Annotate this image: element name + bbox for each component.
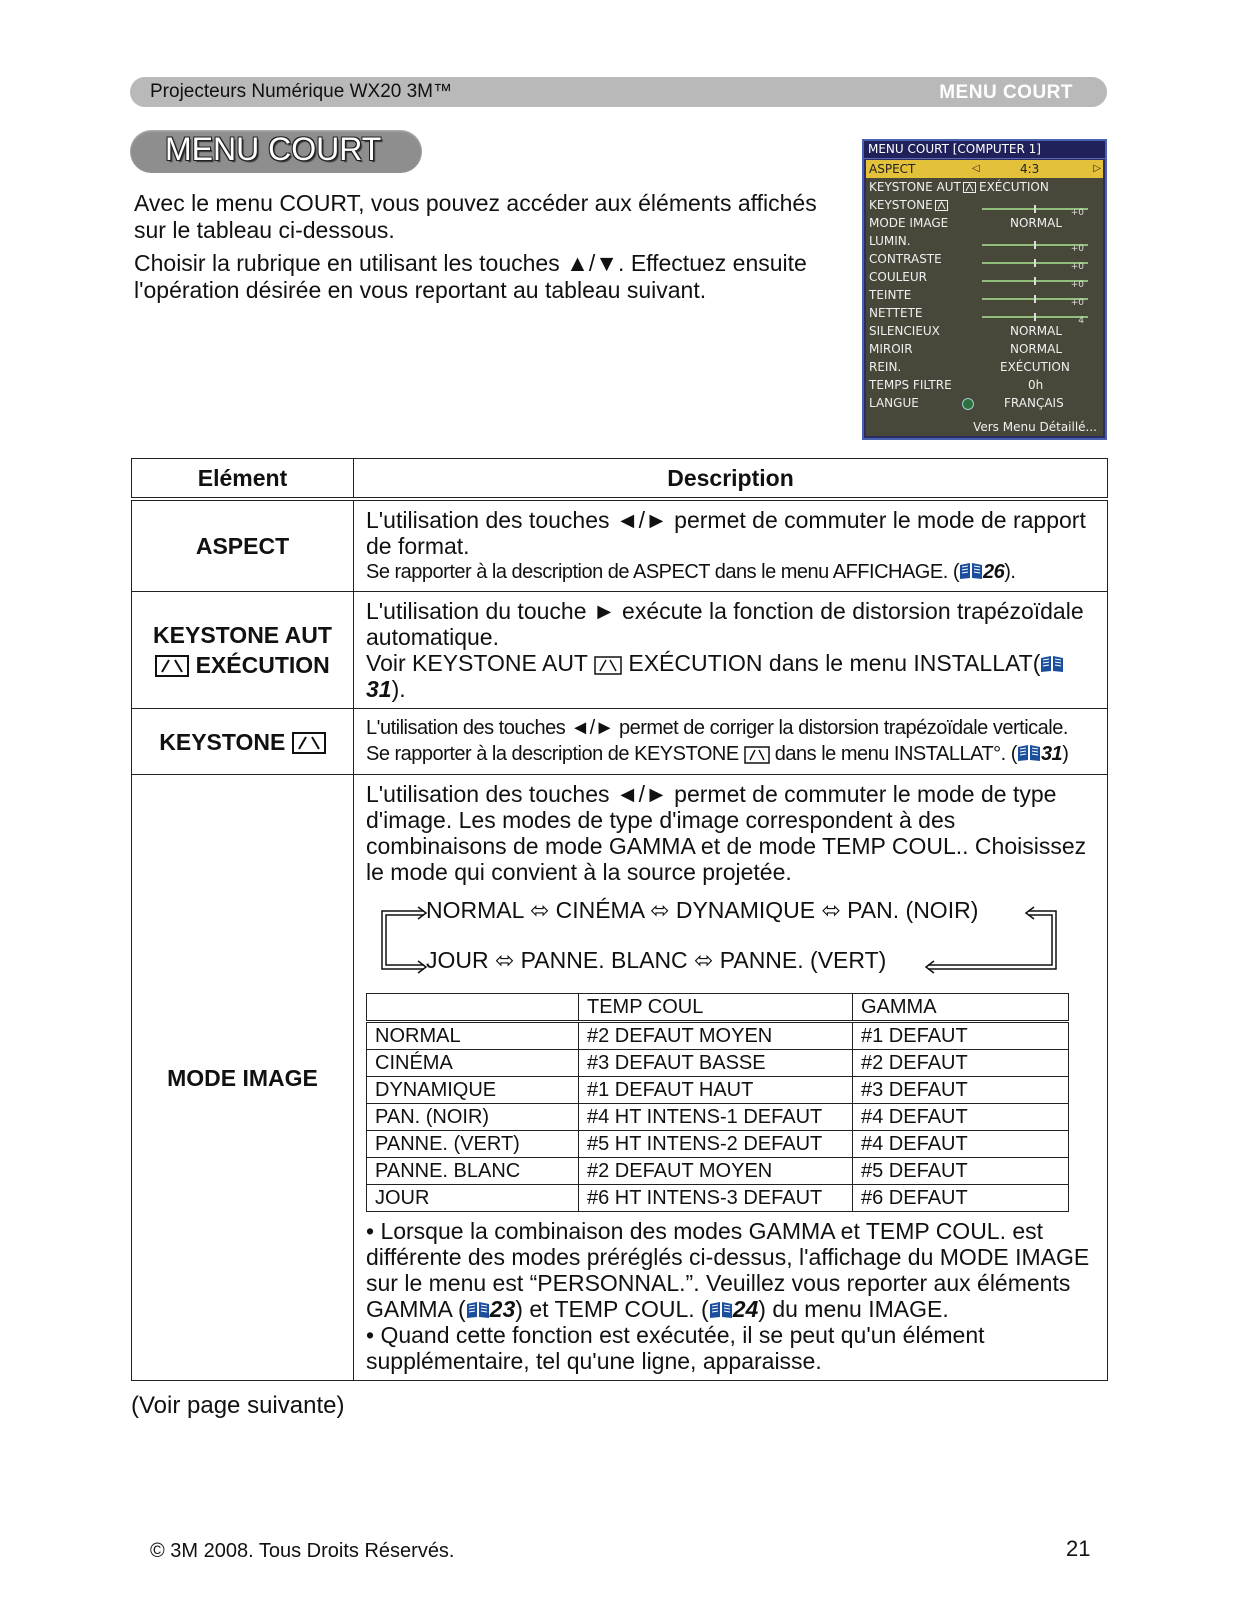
table-header-row [132, 459, 1108, 500]
osd-label: KEYSTONE [869, 198, 933, 212]
osd-value: EXÉCUTION [979, 180, 1049, 194]
note-text: ) et TEMP COUL. ( [515, 1296, 709, 1322]
page-title-pill [130, 130, 422, 173]
element-keystone [132, 709, 354, 775]
inner-cell: DYNAMIQUE [367, 1077, 579, 1104]
osd-value: +0 [1070, 262, 1084, 272]
keystone-text: L'utilisation des touches ◄/► permet de corriger la distorsion trapézoïdale verticale. [366, 717, 1068, 739]
osd-value: NORMAL [1010, 342, 1063, 356]
reference-close: ). [1004, 561, 1016, 583]
osd-slider [982, 280, 1088, 290]
continued-label: (Voir page suivante) [131, 1392, 345, 1419]
osd-slider [982, 262, 1088, 272]
element-keystone-aut-line1: KEYSTONE AUT [153, 622, 332, 648]
osd-value: +0 [1070, 298, 1084, 308]
book-icon [1017, 744, 1041, 762]
keystone-icon [594, 656, 622, 675]
page-header [130, 77, 1107, 107]
inner-header-cell: TEMP COUL [579, 994, 853, 1022]
osd-row-mode-image [866, 214, 1103, 232]
osd-row-aspect [866, 160, 1103, 178]
osd-value: FRANÇAIS [1004, 396, 1064, 410]
keystone-aut-text: L'utilisation du touche ► exécute la fonction de distorsion trapézoïdale automatique. [366, 598, 1084, 650]
osd-value: 4 [1078, 316, 1084, 326]
mode-image-table [366, 993, 1069, 1212]
inner-table-row [367, 1185, 1069, 1212]
osd-row-keystone-aut [866, 178, 1103, 196]
page-reference: 26 [982, 561, 1005, 583]
inner-cell: #2 DEFAUT MOYEN [579, 1022, 853, 1050]
element-aspect: ASPECT [132, 499, 354, 592]
menu-court-table [131, 458, 1108, 1381]
header-section: MENU COURT [939, 82, 1073, 103]
intro-paragraph-1: Avec le menu COURT, vous pouvez accéder aux éléments affichés sur le tableau ci-dessous. [134, 190, 817, 243]
inner-cell: NORMAL [367, 1022, 579, 1050]
element-keystone-aut [132, 592, 354, 709]
table-row-mode-image [132, 775, 1108, 1381]
inner-header-row [367, 994, 1069, 1022]
osd-body [866, 160, 1103, 436]
table-row-keystone [132, 709, 1108, 775]
osd-label: CONTRASTE [869, 252, 942, 266]
osd-row-teinte [866, 286, 1103, 308]
osd-label: SILENCIEUX [869, 324, 940, 338]
osd-value: +0 [1070, 280, 1084, 290]
keystone-label: KEYSTONE [159, 728, 286, 755]
keystone-icon [155, 655, 189, 677]
description-aspect [354, 499, 1108, 592]
osd-title: MENU COURT [COMPUTER 1] [864, 141, 1105, 159]
page-reference: 24 [732, 1296, 759, 1322]
copyright: © 3M 2008. Tous Droits Réservés. [150, 1540, 455, 1562]
inner-cell: #3 DEFAUT [853, 1077, 1069, 1104]
inner-table-row [367, 1022, 1069, 1050]
column-header-description: Description [354, 459, 1108, 500]
note-text: • Lorsque la combinaison des modes GAMMA et TEMP COUL. est différente des modes préréglés ci-dessus, l'affichage du MODE IMAGE sur le menu est “PERSONNAL.”. Veuillez vous reporter aux éléments GAMMA ( [366, 1218, 1090, 1322]
element-mode-image: MODE IMAGE [132, 775, 354, 1381]
osd-value: 0h [1028, 378, 1044, 392]
page-reference: 31 [1040, 743, 1063, 765]
inner-cell: #4 DEFAUT [853, 1104, 1069, 1131]
book-icon [709, 1301, 733, 1319]
inner-cell: #6 DEFAUT [853, 1185, 1069, 1212]
keystone-aut-reference [366, 650, 1097, 702]
page-number: 21 [1066, 1536, 1091, 1561]
keystone-reference [366, 741, 1097, 767]
note-text: ) du menu IMAGE. [758, 1296, 949, 1322]
page-title: MENU COURT [165, 131, 382, 167]
intro-paragraph-2: Choisir la rubrique en utilisant les touches ▲/▼. Effectuez ensuite l'opération désirée en vous reportant au tableau suivant. [134, 250, 807, 303]
inner-cell: #1 DEFAUT [853, 1022, 1069, 1050]
book-icon [959, 562, 983, 580]
keystone-icon [744, 746, 770, 764]
book-icon [466, 1301, 490, 1319]
osd-label: ASPECT [869, 162, 916, 176]
osd-row-temps-filtre [866, 376, 1103, 394]
inner-table-row [367, 1131, 1069, 1158]
cycle-line-2: JOUR ⬄ PANNE. BLANC ⬄ PANNE. (VERT) [426, 947, 887, 973]
osd-label: MIROIR [869, 342, 913, 356]
osd-row-couleur [866, 268, 1103, 290]
description-mode-image [354, 775, 1108, 1381]
keystone-icon [935, 200, 948, 211]
osd-left-arrow-icon: ◁ [972, 163, 980, 174]
inner-table-row [367, 1050, 1069, 1077]
inner-cell: #6 HT INTENS-3 DEFAUT [579, 1185, 853, 1212]
mode-image-note-2: • Quand cette fonction est exécutée, il se peut qu'un élément supplémentaire, tel qu'une ligne, apparaisse. [366, 1322, 985, 1374]
reference-text: Voir KEYSTONE AUT [366, 650, 588, 676]
inner-cell: CINÉMA [367, 1050, 579, 1077]
inner-header-cell: GAMMA [853, 994, 1069, 1022]
mode-image-text: L'utilisation des touches ◄/► permet de commuter le mode de type d'image. Les modes de type d'image correspondent à des combinaisons de mode GAMMA et de mode TEMP COUL.. Choisissez le mode qui convient à la source projetée. [366, 781, 1087, 885]
reference-text: Se rapporter à la description de ASPECT dans le menu AFFICHAGE. ( [366, 561, 959, 583]
inner-cell: PANNE. (VERT) [367, 1131, 579, 1158]
reference-text: EXÉCUTION dans le menu INSTALLAT( [628, 650, 1041, 676]
inner-cell: #5 HT INTENS-2 DEFAUT [579, 1131, 853, 1158]
inner-cell: #4 DEFAUT [853, 1131, 1069, 1158]
inner-cell: PAN. (NOIR) [367, 1104, 579, 1131]
osd-footer: Vers Menu Détaillé... [973, 420, 1097, 434]
aspect-reference [366, 559, 1097, 585]
osd-label: KEYSTONE AUT [869, 180, 961, 194]
inner-cell: PANNE. BLANC [367, 1158, 579, 1185]
osd-label: LANGUE [869, 396, 919, 410]
osd-value: EXÉCUTION [1000, 360, 1070, 374]
osd-row-contraste [866, 250, 1103, 272]
description-keystone-aut [354, 592, 1108, 709]
page-reference: 23 [489, 1296, 516, 1322]
inner-cell: #2 DEFAUT [853, 1050, 1069, 1077]
book-icon [1040, 655, 1064, 673]
description-keystone [354, 709, 1108, 775]
inner-cell: #4 HT INTENS-1 DEFAUT [579, 1104, 853, 1131]
osd-value: NORMAL [1010, 216, 1063, 230]
osd-menu-screenshot [862, 139, 1107, 440]
osd-slider [982, 244, 1088, 254]
keystone-icon [963, 182, 976, 193]
osd-slider [982, 316, 1088, 326]
osd-value: +0 [1070, 244, 1084, 254]
reference-close: ) [1062, 743, 1069, 765]
globe-icon [962, 398, 974, 410]
inner-cell: JOUR [367, 1185, 579, 1212]
osd-value: NORMAL [1010, 324, 1063, 338]
inner-cell: #1 DEFAUT HAUT [579, 1077, 853, 1104]
reference-text: dans le menu INSTALLAT°. ( [774, 743, 1017, 765]
inner-header-cell [367, 994, 579, 1022]
reference-close: ). [391, 676, 406, 702]
osd-row-nettete [866, 304, 1103, 326]
osd-row-langue [866, 394, 1103, 412]
header-product: Projecteurs Numérique WX20 3M™ [150, 81, 452, 102]
inner-cell: #2 DEFAUT MOYEN [579, 1158, 853, 1185]
osd-label: COULEUR [869, 270, 927, 284]
osd-row-miroir [866, 340, 1103, 358]
osd-row-rein [866, 358, 1103, 376]
inner-cell: #5 DEFAUT [853, 1158, 1069, 1185]
inner-table-row [367, 1077, 1069, 1104]
aspect-text: L'utilisation des touches ◄/► permet de commuter le mode de rapport de format. [366, 507, 1086, 559]
osd-label: REIN. [869, 360, 902, 374]
mode-cycle-diagram [366, 889, 1097, 989]
osd-label: TEINTE [869, 288, 912, 302]
inner-table-row [367, 1104, 1069, 1131]
table-row-keystone-aut [132, 592, 1108, 709]
osd-row-keystone [866, 196, 1103, 218]
mode-image-note-1 [366, 1218, 1097, 1322]
cycle-line-1: NORMAL ⬄ CINÉMA ⬄ DYNAMIQUE ⬄ PAN. (NOIR) [426, 897, 979, 923]
inner-table-row [367, 1158, 1069, 1185]
osd-label: MODE IMAGE [869, 216, 949, 230]
osd-label: TEMPS FILTRE [869, 378, 952, 392]
reference-text: Se rapporter à la description de KEYSTONE [366, 743, 739, 765]
page-reference: 31 [366, 676, 392, 702]
osd-slider [982, 298, 1088, 308]
osd-label: LUMIN. [869, 234, 911, 248]
table-row-aspect [132, 499, 1108, 592]
osd-row-lumin [866, 232, 1103, 254]
osd-label: NETTETE [869, 306, 923, 320]
osd-row-silencieux [866, 322, 1103, 340]
column-header-element: Elément [132, 459, 354, 500]
osd-slider [982, 208, 1088, 218]
keystone-icon [292, 732, 326, 754]
osd-value: +0 [1070, 208, 1084, 218]
inner-cell: #3 DEFAUT BASSE [579, 1050, 853, 1077]
element-keystone-aut-line2 [132, 650, 353, 680]
osd-value: 4:3 [1020, 162, 1040, 176]
execution-label: EXÉCUTION [195, 652, 330, 678]
osd-right-arrow-icon: ▷ [1093, 163, 1101, 174]
